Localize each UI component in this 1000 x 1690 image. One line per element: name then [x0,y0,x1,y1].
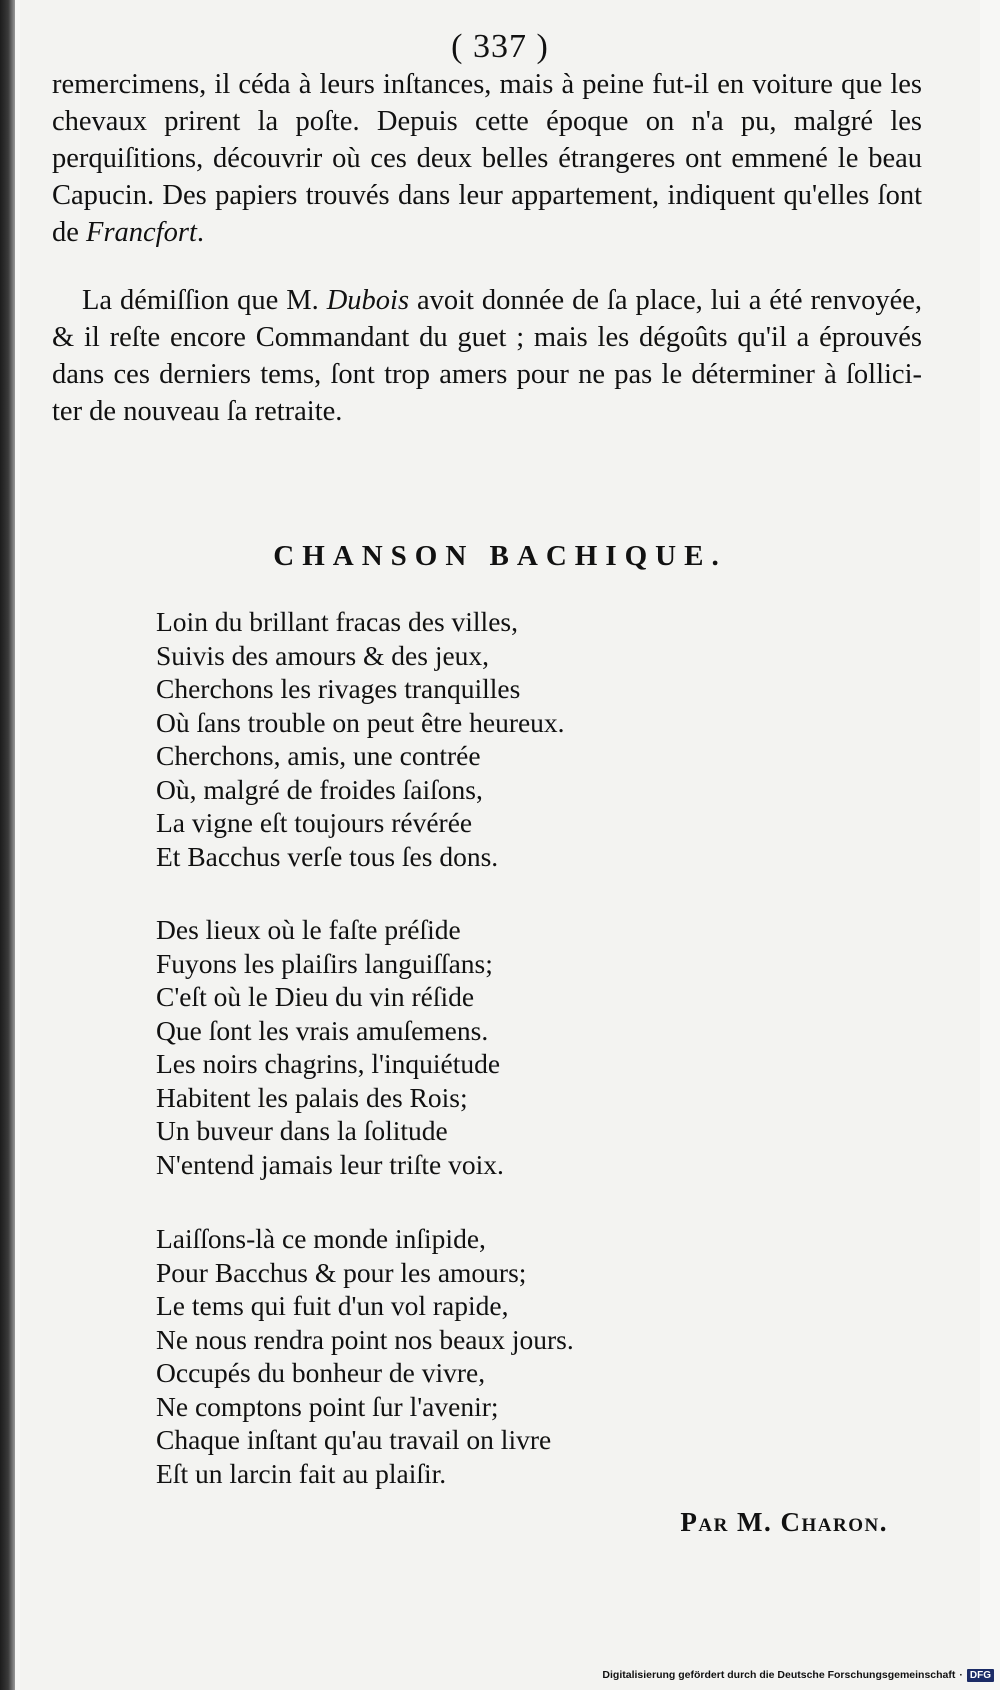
verse-line: Les noirs chagrins, l'inquiétude [156,1048,501,1079]
verse-line: Eſt un larcin fait au plaiſir. [156,1457,447,1489]
person-name-italic: Dubois [326,285,410,316]
verse-line: Ne comptons point ſur l'avenir; [156,1390,499,1422]
verse-line: Un buveur dans la ſolitude [156,1115,448,1146]
verse-line: Cherchons, amis, une contrée [156,740,481,771]
verse-line: Cherchons les rivages tranquilles [156,673,521,704]
stanza-3 [156,1222,856,1490]
book-spine-edge [0,0,15,1690]
verse-line: Où ſans trouble on peut être heureux. [156,706,565,738]
funding-credit: Digitalisierung gefördert durch die Deutsche Forschungsgemeinschaft [602,1669,956,1681]
paragraph-2-start: La démiſſion que M. [82,285,327,316]
verse-line: Ne nous rendra point nos beaux jours. [156,1323,574,1355]
page-number: ( 337 ) [451,28,549,65]
verse-line: Loin du brillant fracas des villes, [156,606,518,637]
author-signature: Par M. Charon. [680,1507,888,1537]
paragraph-1 [52,66,922,251]
verse-line: Que ſont les vrais amuſemens. [156,1014,489,1046]
verse-line: Le tems qui fuit d'un vol rapide, [156,1290,509,1321]
verse-line: Laiſſons-là ce monde inſipide, [156,1223,486,1254]
verse-line: Occupés du bonheur de vivre, [156,1357,486,1388]
paragraph-2-text: avoit donnée de ſa place, lui a été renvoyée, & il reſte encore Commandant du guet ; mais les dégoûts qu'il a éprouvés dans ces derniers tems, ſont trop amers pour ne pas le déterminer à ſollici-ter de nouveau ſa retraite. [52,285,923,427]
verse-line: La vigne eſt toujours révérée [156,807,473,838]
prose-block [52,66,922,430]
verse-line: Habitent les palais des Rois; [156,1081,468,1113]
paragraph-1-end: . [196,217,204,248]
song-title: CHANSON BACHIQUE. [273,540,727,572]
verse-line: Des lieux où le faſte préſide [156,914,461,945]
verse-line: N'entend jamais leur triſte voix. [156,1148,504,1180]
verse-line: C'eſt où le Dieu du vin réſide [156,981,475,1012]
verse-line: Et Bacchus verſe tous ſes dons. [156,840,499,872]
verse-line: Suivis des amours & des jeux, [156,639,490,671]
stanza-2 [156,913,856,1181]
place-name-italic: Francfort [86,217,197,248]
footer-separator: · [959,1669,963,1681]
paragraph-1-text: remercimens, il céda à leurs inſtances, mais à peine fut-il en voiture que les chevaux prirent la poſte. Depuis cette époque on n'a pu, malgré les perquiſitions, découvrir où ces deux belles étrangeres ont emmené le beau Capucin. Des papiers trouvés dans leur appartement, indiquent qu'elles ſont de [52,69,922,248]
paragraph-2 [52,282,922,430]
verse-line: Fuyons les plaiſirs languiſſans; [156,947,493,979]
stanza-1 [156,605,856,873]
dfg-logo-icon: DFG [967,1669,994,1682]
verse-line: Pour Bacchus & pour les amours; [156,1256,527,1288]
verse-line: Où, malgré de froides ſaiſons, [156,773,483,805]
verse-line: Chaque inſtant qu'au travail on livre [156,1424,552,1455]
digitization-footer [602,1666,994,1684]
